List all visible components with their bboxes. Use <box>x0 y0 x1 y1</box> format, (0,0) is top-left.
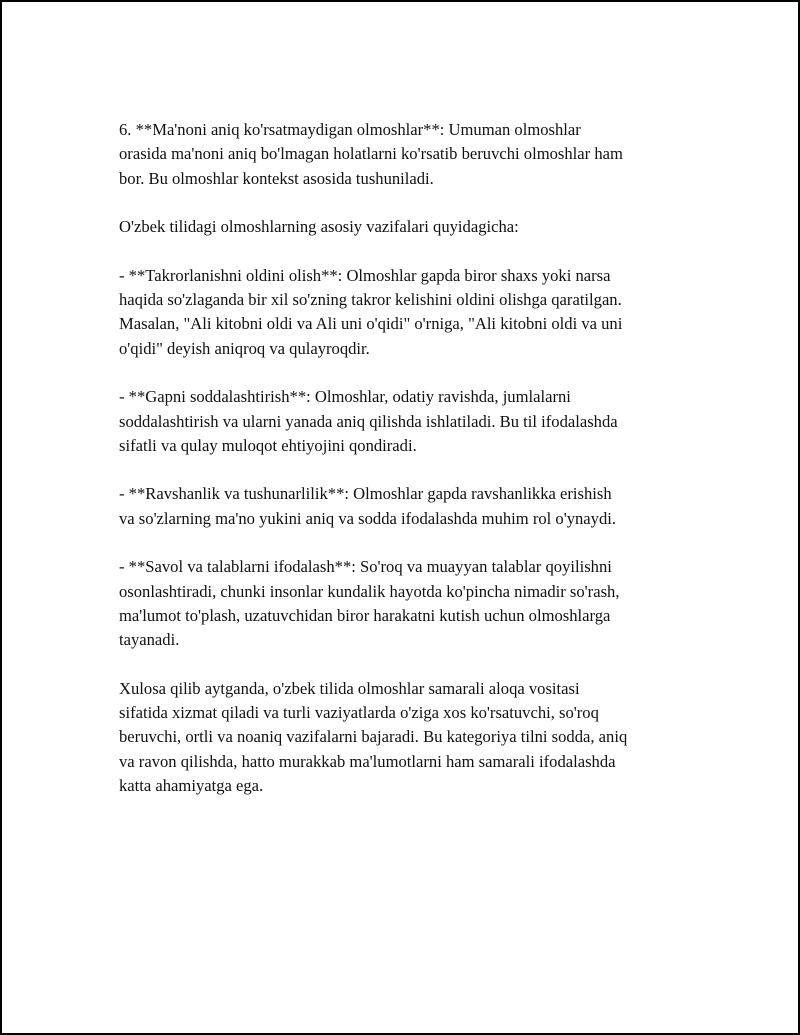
text-line: o'qidi" deyish aniqroq va qulayroqdir. <box>119 338 370 358</box>
text-line: - **Ravshanlik va tushunarlilik**: Olmoshlar gapda ravshanlikka erishish <box>119 484 612 504</box>
text-line: va ravon qilishda, hatto murakkab ma'lumotlarni ham samarali ifodalashda <box>119 751 616 771</box>
text-line: osonlashtiradi, chunki insonlar kundalik hayotda ko'pincha nimadir so'rash, <box>119 581 620 601</box>
text-line: - **Takrorlanishni oldini olish**: Olmoshlar gapda biror shaxs yoki narsa <box>119 265 611 285</box>
text-line: - **Savol va talablarni ifodalash**: So'roq va muayyan talablar qoyilishni <box>119 557 612 577</box>
text-line: bor. Bu olmoshlar kontekst asosida tushuniladi. <box>119 168 434 188</box>
text-line: va so'zlarning ma'no yukini aniq va sodda ifodalashda muhim rol o'ynaydi. <box>119 508 617 528</box>
text-line: katta ahamiyatga ega. <box>119 776 264 796</box>
text-line: beruvchi, ortli va noaniq vazifalarni bajaradi. Bu kategoriya tilni sodda, aniq <box>119 727 628 747</box>
text-line: Xulosa qilib aytganda, o'zbek tilida olmoshlar samarali aloqa vositasi <box>119 678 580 698</box>
text-line: - **Gapni soddalashtirish**: Olmoshlar, odatiy ravishda, jumlalarni <box>119 387 571 407</box>
text-line: 6. **Ma'noni aniq ko'rsatmaydigan olmoshlar**: Umuman olmoshlar <box>119 120 581 139</box>
text-line: haqida so'zlaganda bir xil so'zning takror kelishini oldini olishga qaratilgan. <box>119 290 622 310</box>
text-line: orasida ma'noni aniq bo'lmagan holatlarni ko'rsatib beruvchi olmoshlar ham <box>119 144 623 164</box>
paragraph-conclusion <box>119 677 691 798</box>
text-line: soddalashtirish va ularni yanada aniq qilishda ishlatiladi. Bu til ifodalashda <box>119 411 618 431</box>
paragraph-clarity <box>119 482 691 531</box>
document-body <box>119 118 691 798</box>
text-line: tayanadi. <box>119 630 180 650</box>
text-line: O'zbek tilidagi olmoshlarning asosiy vazifalari quyidagicha: <box>119 217 519 237</box>
text-line: ma'lumot to'plash, uzatuvchidan biror harakatni kutish uchun olmoshlarga <box>119 605 611 625</box>
text-line: sifatida xizmat qiladi va turli vaziyatlarda o'ziga xos ko'rsatuvchi, so'roq <box>119 703 599 723</box>
paragraph-simplify-sentence <box>119 385 691 458</box>
text-line: Masalan, "Ali kitobni oldi va Ali uni o'qidi" o'rniga, "Ali kitobni oldi va uni <box>119 314 623 334</box>
paragraph-avoid-repetition <box>119 264 691 361</box>
paragraph-functions-intro <box>119 215 691 239</box>
text-line: sifatli va qulay muloqot ehtiyojini qondiradi. <box>119 435 417 455</box>
paragraph-pronouns-indefinite <box>119 118 691 191</box>
paragraph-questions-requests <box>119 555 691 652</box>
